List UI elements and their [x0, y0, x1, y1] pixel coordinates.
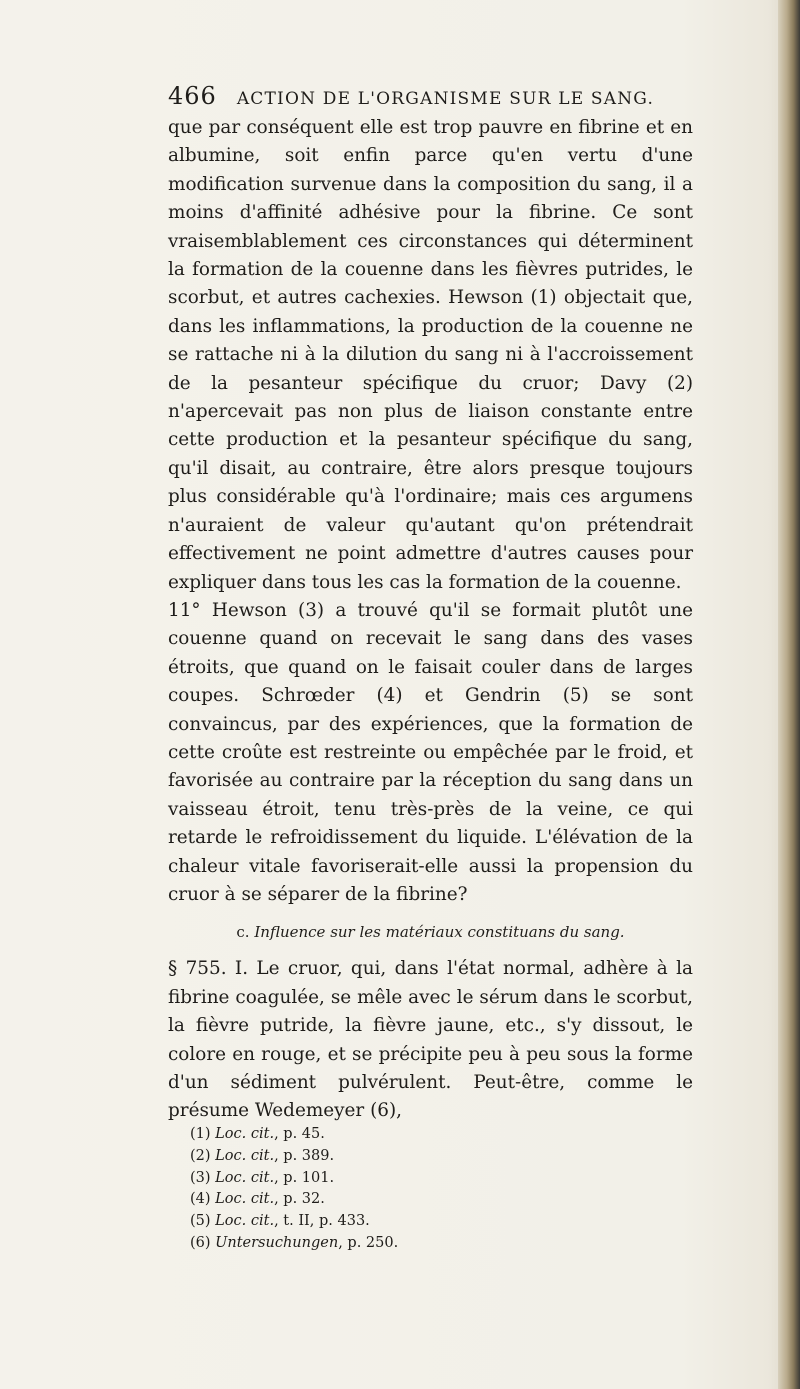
- footnote-ref: Loc. cit.: [215, 1147, 275, 1164]
- paragraph-3: § 755. I. Le cruor, qui, dans l'état normal, adhère à la fibrine coagulée, se mêle avec le sérum dans le scorbut, la fièvre putride, la fièvre jaune, etc., s'y dissout, le colore en rouge, et se précipite peu à peu sous la forme d'un sédiment pulvérulent. Peut-être, comme le présume Wedemeyer (6),: [168, 958, 693, 1122]
- footnote-ref: Untersuchungen: [215, 1234, 339, 1251]
- footnote-rest: , p. 101.: [274, 1169, 335, 1186]
- footnote-mark: (1): [190, 1126, 211, 1142]
- running-title: ACTION DE L'ORGANISME SUR LE SANG.: [236, 89, 655, 109]
- footnote: [190, 1124, 610, 1146]
- footnote-mark: (5): [190, 1213, 211, 1230]
- footnote-rest: , p. 250.: [338, 1234, 399, 1251]
- footnote-rest: , p. 389.: [274, 1147, 335, 1164]
- footnote: [190, 1211, 610, 1233]
- footnote: [190, 1168, 610, 1190]
- footnote-ref: Loc. cit.: [215, 1126, 275, 1142]
- footnote-mark: (2): [190, 1147, 211, 1164]
- footnote-rest: , t. II, p. 433.: [274, 1213, 370, 1230]
- section-lead: c.: [236, 923, 250, 942]
- footnote-mark: (4): [190, 1191, 211, 1208]
- footnote-rest: , p. 45.: [274, 1126, 325, 1142]
- section-heading: [168, 921, 693, 943]
- footnote-rest: , p. 32.: [274, 1191, 325, 1208]
- page-number: 466: [168, 82, 217, 110]
- footnote: [190, 1233, 610, 1255]
- footnote-mark: (6): [190, 1234, 211, 1251]
- running-header: [168, 82, 688, 110]
- section-title: Influence sur les matériaux constituans du sang.: [254, 923, 625, 942]
- footnote: [190, 1146, 610, 1168]
- footnote: [190, 1189, 610, 1211]
- footnote-ref: Loc. cit.: [215, 1191, 275, 1208]
- paragraph-1: que par conséquent elle est trop pauvre en fibrine et en albumine, soit enfin parce qu'en vertu d'une modification survenue dans la composition du sang, il a moins d'affinité adhésive pour la fibrine. Ce sont vraisemblablement ces circonstances qui déterminent la formation de la couenne dans les fièvres putrides, le scorbut, et autres cachexies. Hewson (1) objectait que, dans les inflammations, la production de la couenne ne se rattache ni à la dilution du sang ni à l'accroissement de la pesanteur spécifique du cruor; Davy (2) n'apercevait pas non plus de liaison constante entre cette production et la pesanteur spécifique du sang, qu'il disait, au contraire, être alors presque toujours plus considérable qu'à l'ordinaire; mais ces argumens n'auraient de valeur qu'autant qu'on prétendrait effectivement ne point admettre d'autres causes pour expliquer dans tous les cas la formation de la couenne.: [168, 117, 693, 593]
- main-text: [168, 114, 693, 1126]
- book-spine-edge: [778, 0, 800, 1389]
- paragraph-2: 11° Hewson (3) a trouvé qu'il se formait plutôt une couenne quand on recevait le sang dans des vases étroits, que quand on le faisait couler dans de larges coupes. Schrœder (4) et Gendrin (5) se sont convaincus, par des expériences, que la formation de cette croûte est restreinte ou empêchée par le froid, et favorisée au contraire par la réception du sang dans un vaisseau étroit, tenu très-près de la veine, ce qui retarde le refroidissement du liquide. L'élévation de la chaleur vitale favoriserait-elle aussi la propension du cruor à se séparer de la fibrine?: [168, 599, 693, 905]
- footnote-mark: (3): [190, 1169, 211, 1186]
- footnote-ref: Loc. cit.: [215, 1213, 275, 1230]
- footnotes: [190, 1124, 610, 1255]
- footnote-ref: Loc. cit.: [215, 1169, 275, 1186]
